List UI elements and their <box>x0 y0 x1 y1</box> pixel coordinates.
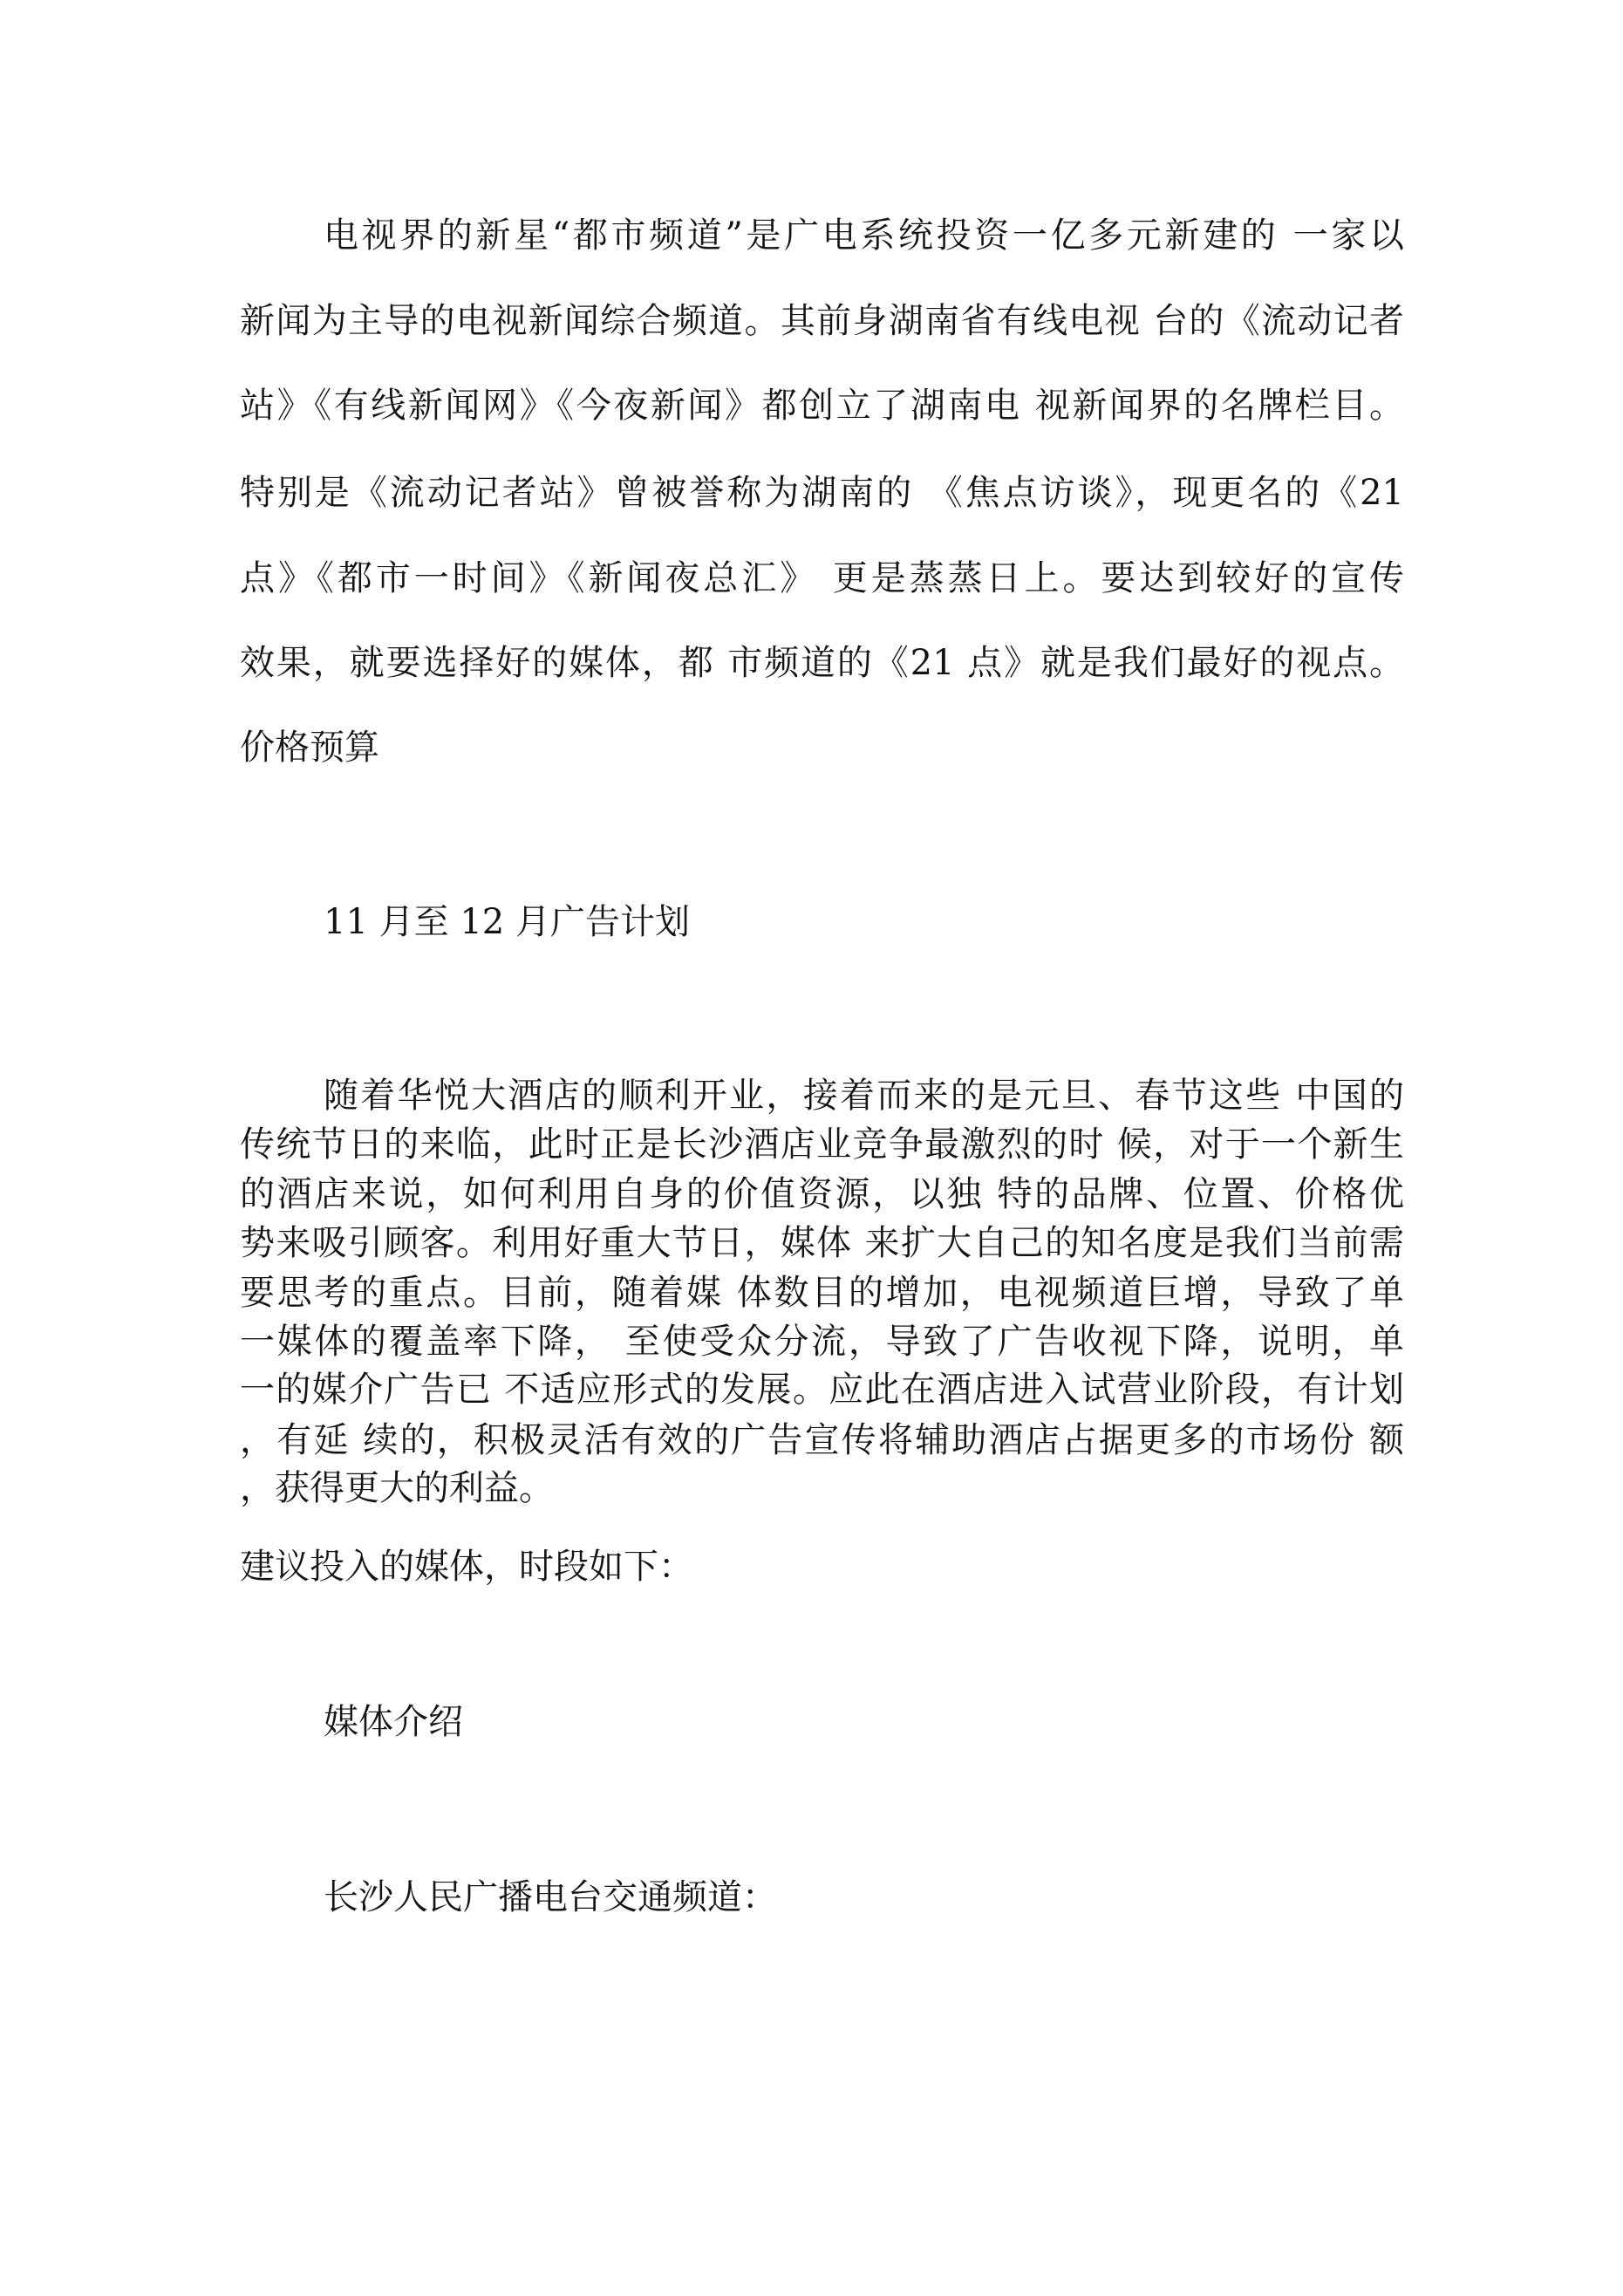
plan-heading: 11 月至 12 月广告计划 <box>324 902 690 942</box>
intro-line: 效果，就要选择好的媒体，都 市频道的《21 点》就是我们最好的视点。 <box>240 643 1404 683</box>
plan-paragraph-line: 的酒店来说，如何利用自身的价值资源，以独 特的品牌、位置、价格优 <box>240 1174 1404 1214</box>
plan-paragraph-line: 势来吸引顾客。利用好重大节日，媒体 来扩大自己的知名度是我们当前需 <box>240 1223 1404 1263</box>
plan-paragraph-line: 传统节日的来临，此时正是长沙酒店业竞争最激烈的时 候，对于一个新生 <box>240 1124 1404 1165</box>
intro-line: 站》《有线新闻网》《今夜新闻》都创立了湖南电 视新闻界的名牌栏目。 <box>240 386 1404 426</box>
budget-heading: 价格预算 <box>240 728 379 768</box>
plan-paragraph-line: 一媒体的覆盖率下降， 至使受众分流，导致了广告收视下降，说明，单 <box>240 1322 1404 1362</box>
plan-paragraph-line: ，获得更大的利益。 <box>240 1468 554 1508</box>
plan-paragraph-line: 一的媒介广告已 不适应形式的发展。应此在酒店进入试营业阶段，有计划 <box>240 1370 1404 1410</box>
plan-paragraph-line: 随着华悦大酒店的顺利开业，接着而来的是元旦、春节这些 中国的 <box>324 1076 1404 1116</box>
media-suggestion: 建议投入的媒体，时段如下： <box>240 1547 693 1587</box>
intro-line: 点》《都市一时间》《新闻夜总汇》 更是蒸蒸日上。要达到较好的宣传 <box>240 558 1404 598</box>
station-name: 长沙人民广播电台交通频道： <box>324 1877 777 1917</box>
plan-paragraph-line: 要思考的重点。目前，随着媒 体数目的增加，电视频道巨增，导致了单 <box>240 1273 1404 1313</box>
intro-line: 特别是《流动记者站》曾被誉称为湖南的 《焦点访谈》，现更名的《21 <box>240 473 1404 513</box>
intro-line: 新闻为主导的电视新闻综合频道。其前身湖南省有线电视 台的《流动记者 <box>240 301 1404 341</box>
intro-line: 电视界的新星“都市频道”是广电系统投资一亿多元新建的 一家以 <box>324 215 1404 256</box>
media-heading: 媒体介绍 <box>324 1702 463 1742</box>
plan-paragraph-line: ，有延 续的，积极灵活有效的广告宣传将辅助酒店占据更多的市场份 额 <box>240 1420 1404 1460</box>
